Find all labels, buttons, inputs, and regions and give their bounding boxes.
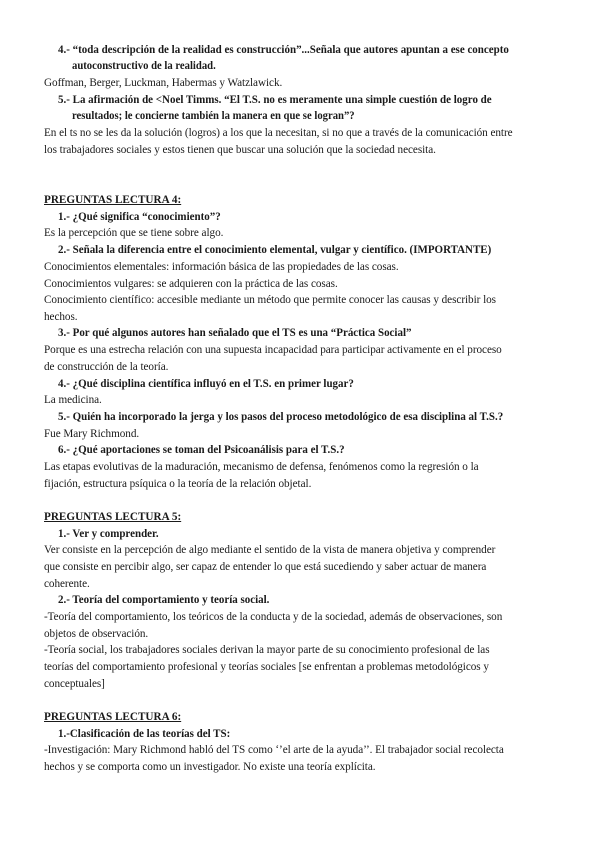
answer-text: Conocimientos vulgares: se adquieren con la práctica de las cosas. (44, 278, 338, 290)
question-heading: 3.- Por qué algunos autores han señalado que el TS es una “Práctica Social” (58, 327, 412, 339)
question-heading: 4.- “toda descripción de la realidad es construcción”...Señala que autores apuntan a ese concepto (58, 44, 509, 56)
question-heading: autoconstructivo de la realidad. (72, 60, 216, 72)
question-heading: 6.- ¿Qué aportaciones se toman del Psicoanálisis para el T.S.? (58, 444, 345, 456)
question-heading: 2.- Teoría del comportamiento y teoría social. (58, 594, 270, 606)
answer-text: Las etapas evolutivas de la maduración, mecanismo de defensa, fenómenos como la regresión o la (44, 461, 479, 473)
answer-text: que consiste en percibir algo, ser capaz de entender lo que está sucediendo y saber actuar de manera (44, 561, 487, 573)
answer-text: Goffman, Berger, Luckman, Habermas y Watzlawick. (44, 77, 283, 89)
answer-text: Conocimientos elementales: información básica de las propiedades de las cosas. (44, 261, 399, 273)
answer-text: Ver consiste en la percepción de algo mediante el sentido de la vista de manera objetiva y comprender (44, 544, 496, 556)
question-heading: 2.- Señala la diferencia entre el conocimiento elemental, vulgar y científico. (IMPORTANTE) (58, 244, 492, 256)
question-heading: resultados; le concierne también la manera en que se logran”? (72, 110, 355, 122)
answer-text: Conocimiento científico: accesible mediante un método que permite conocer las causas y describir los (44, 294, 496, 306)
answer-text: conceptuales] (44, 678, 105, 690)
question-heading: 1.- ¿Qué significa “conocimiento”? (58, 211, 221, 223)
answer-text: los trabajadores sociales y estos tienen que buscar una solución que la sociedad necesita. (44, 144, 436, 156)
section-heading: PREGUNTAS LECTURA 6: (44, 711, 182, 723)
section-heading: PREGUNTAS LECTURA 5: (44, 511, 182, 523)
answer-text: -Teoría del comportamiento, los teóricos de la conducta y de la sociedad, además de observaciones, son (44, 611, 503, 623)
answer-text: -Teoría social, los trabajadores sociales derivan la mayor parte de su conocimiento profesional de las (44, 644, 490, 656)
answer-text: de construcción de la teoría. (44, 361, 169, 373)
question-heading: 1.-Clasificación de las teorías del TS: (58, 728, 231, 740)
answer-text: Fue Mary Richmond. (44, 428, 140, 440)
answer-text: coherente. (44, 578, 90, 590)
section-heading: PREGUNTAS LECTURA 4: (44, 194, 182, 206)
answer-text: La medicina. (44, 394, 102, 406)
answer-text: hechos y se comporta como un investigador. No existe una teoría explícita. (44, 761, 376, 773)
answer-text: En el ts no se les da la solución (logros) a los que la necesitan, si no que a través de la comunicación entre (44, 127, 513, 139)
answer-text: -Investigación: Mary Richmond habló del TS como ‘’el arte de la ayuda’’. El trabajador social recolecta (44, 744, 504, 756)
question-heading: 5.- Quién ha incorporado la jerga y los pasos del proceso metodológico de esa disciplina al T.S.? (58, 411, 504, 423)
answer-text: hechos. (44, 311, 78, 323)
answer-text: teorías del comportamiento profesional y teorías sociales [se enfrentan a problemas metodológicos y (44, 661, 489, 673)
question-heading: 1.- Ver y comprender. (58, 528, 159, 540)
question-heading: 4.- ¿Qué disciplina científica influyó en el T.S. en primer lugar? (58, 378, 354, 390)
answer-text: fijación, estructura psíquica o la teoría de la relación objetal. (44, 478, 312, 490)
answer-text: objetos de observación. (44, 628, 149, 640)
question-heading: 5.- La afirmación de <Noel Timms. “El T.S. no es meramente una simple cuestión de logro de (58, 94, 492, 106)
answer-text: Es la percepción que se tiene sobre algo. (44, 227, 224, 239)
answer-text: Porque es una estrecha relación con una supuesta incapacidad para participar activamente en el proceso (44, 344, 502, 356)
